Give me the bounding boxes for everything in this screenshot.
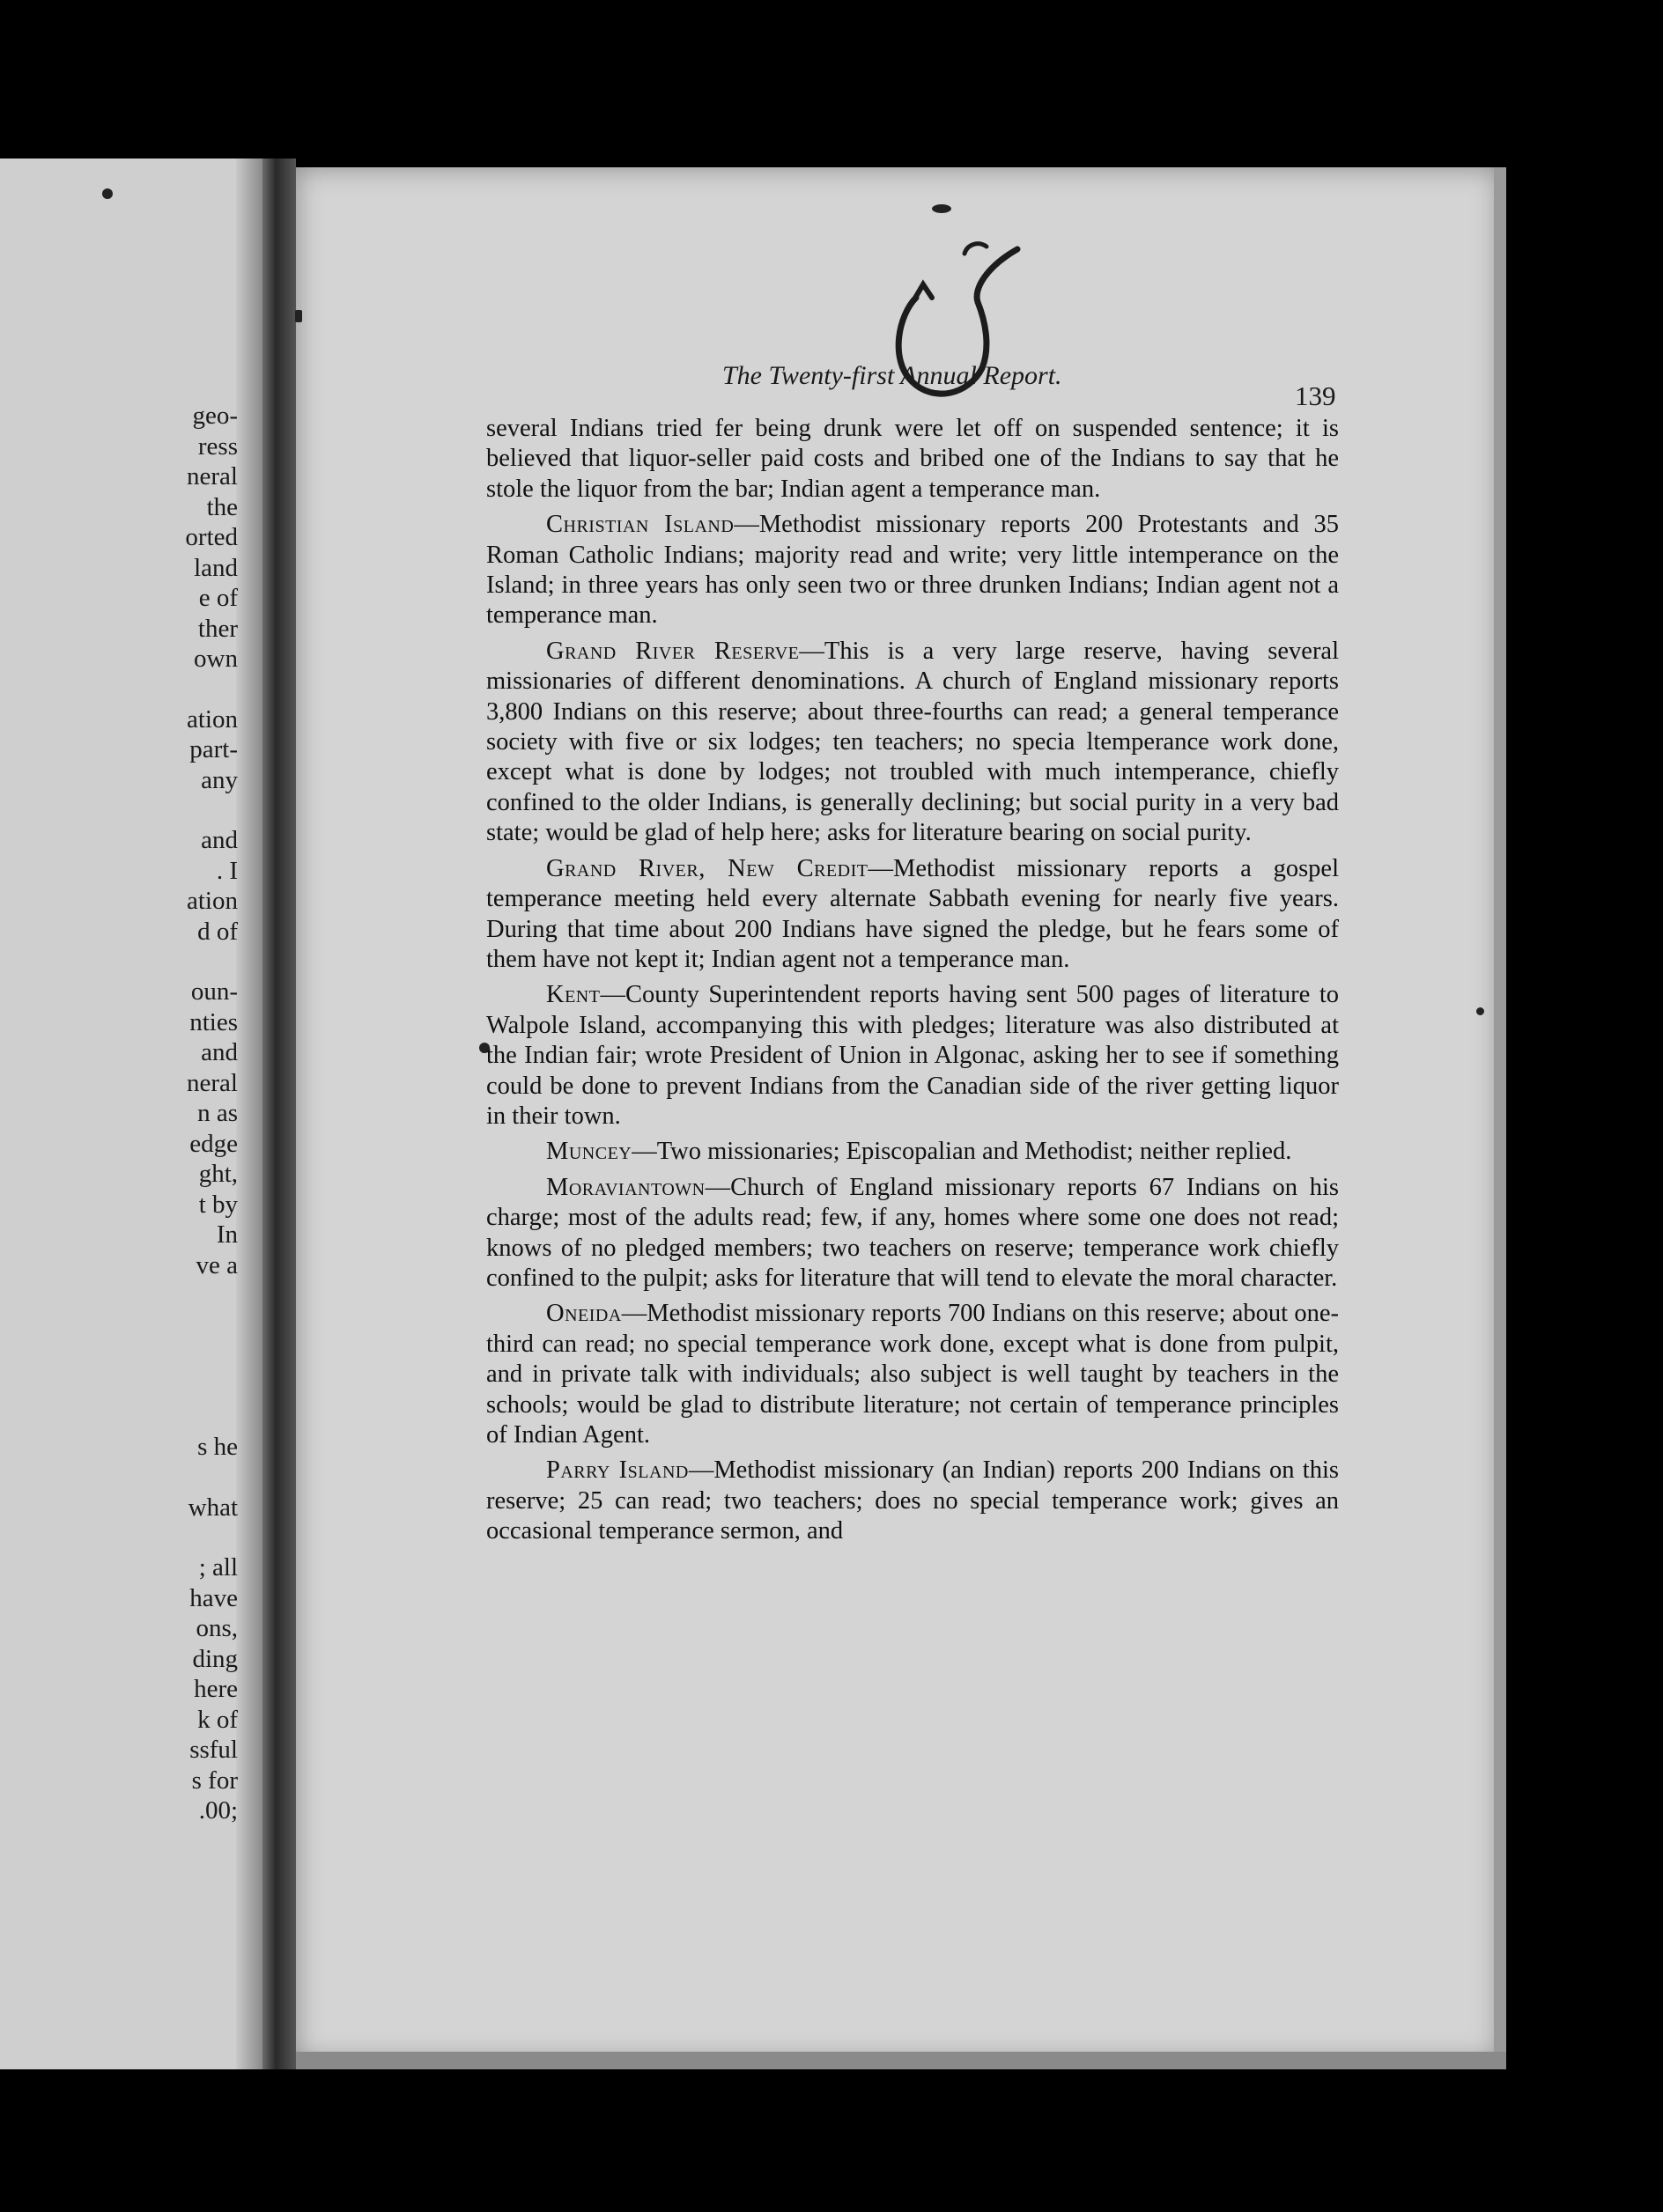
paragraph — [486, 1173, 1339, 1294]
left-fragment: geo- — [192, 402, 238, 430]
left-fragment: s he — [197, 1433, 238, 1461]
paragraph-text: —Methodist missionary reports 200 Protestants and 35 Roman Catholic Indians; majority read and write; very little intemperance on the Island; in three years has only seen two or three drunken Indians; Indian agent not a temperance man. — [486, 511, 1340, 630]
left-fragment: neral — [187, 462, 238, 490]
paragraph — [486, 980, 1339, 1132]
paragraph-text: several Indians tried fer being drunk were let off on suspended sentence; it is believed that liquor-seller paid costs and bribed one of the Indians to say that he stole the liquor from the bar; Indian agent a temperance man. — [486, 415, 1339, 503]
left-fragment: have — [189, 1583, 238, 1612]
paragraph-text: —Two missionaries; Episcopalian and Methodist; neither replied. — [632, 1138, 1292, 1166]
ink-speck — [932, 204, 951, 213]
left-fragment: any — [201, 765, 238, 794]
left-fragment: edge — [189, 1129, 238, 1158]
left-fragment: ation — [187, 704, 238, 734]
paragraph — [486, 1299, 1339, 1450]
section-heading: Kent — [546, 981, 601, 1009]
left-fragment: own — [194, 645, 238, 673]
left-page-text-column — [0, 401, 238, 1826]
paragraph-text: —Methodist missionary reports a gospel temperance meeting held every alternate Sabbath evening for nearly five years. During that time about 200 Indians have signed the pledge, but he fears some of them have not kept it; Indian agent not a temperance man. — [486, 854, 1339, 973]
section-heading: Christian Island — [546, 511, 735, 539]
left-fragment: oun- — [190, 977, 238, 1006]
paragraph-text: —This is a very large reserve, having several missionaries of different denominations. A church of England missionary reports 3,800 Indians on this reserve; about three-fourths can read; a general temperance society with five or six lodges; ten teachers; no specia ltemperance work done, except what is done by lodges; not troubled with much intemperance, chiefly confined to the older Indians, is generally declining; but social purity in a very bad state; would be glad of help here; asks for literature bearing on social purity. — [486, 637, 1340, 847]
left-fragment: and — [201, 1038, 238, 1066]
left-fragment: s for — [191, 1766, 238, 1795]
left-fragment: the — [206, 492, 238, 521]
left-fragment: ons, — [196, 1614, 238, 1642]
left-fragment: n as — [197, 1099, 238, 1127]
paragraph-text: —Methodist missionary reports 700 Indians on this reserve; about one-third can read; no special temperance work done, except what is done from pulpit, and in private talk with individuals; also subject is well taught by teachers in the schools; would be glad to distribute literature; not certain of temperance principles of Indian Agent. — [486, 1300, 1339, 1449]
left-fragment: t by — [198, 1190, 238, 1219]
paragraph — [486, 1456, 1339, 1546]
section-heading: Muncey — [546, 1138, 632, 1166]
section-heading: Parry Island — [546, 1456, 689, 1485]
left-fragment: nties — [189, 1007, 238, 1036]
left-fragment: part- — [189, 735, 238, 763]
page-edge — [1494, 167, 1506, 2061]
handwritten-pen-mark — [863, 236, 1057, 430]
left-fragment: ssful — [189, 1736, 238, 1764]
left-fragment: here — [194, 1675, 238, 1703]
left-fragment: what — [188, 1493, 238, 1522]
left-page-fragment — [0, 159, 262, 2069]
page-bottom-edge — [296, 2052, 1506, 2069]
left-fragment: land — [194, 553, 238, 582]
left-fragment: orted — [185, 523, 238, 551]
book-gutter — [262, 159, 296, 2069]
paragraph — [486, 854, 1339, 976]
left-fragment: neral — [187, 1068, 238, 1097]
paragraph — [486, 510, 1339, 631]
section-heading: Moraviantown — [546, 1173, 706, 1201]
section-heading: Oneida — [546, 1300, 622, 1328]
running-head: The Twenty-first Annual Report. — [722, 361, 1062, 390]
section-heading: Grand River, New Credit — [546, 854, 868, 882]
left-fragment: ght, — [198, 1160, 238, 1188]
ink-speck — [1476, 1007, 1484, 1015]
ink-speck — [102, 188, 113, 199]
left-fragment: ation — [187, 887, 238, 915]
paragraph — [486, 1137, 1339, 1167]
page-curve-shadow — [236, 159, 262, 2069]
left-fragment: and — [201, 826, 238, 854]
ink-speck — [295, 310, 302, 322]
left-fragment: . I — [216, 856, 238, 885]
section-heading: Grand River Reserve — [546, 637, 800, 665]
page-number: 139 — [1295, 380, 1336, 411]
page-body — [486, 414, 1339, 1552]
left-fragment: .00; — [198, 1796, 238, 1825]
paragraph-text: —County Superintendent reports having sent 500 pages of literature to Walpole Island, accompanying this with pledges; literature was also distributed at the Indian fair; wrote President of Union in Algonac, asking her to see if something could be done to prevent Indians from the Canadian side of the river getting liquor in their town. — [486, 981, 1339, 1130]
left-fragment: k of — [197, 1705, 238, 1734]
left-fragment: d of — [197, 917, 238, 946]
left-fragment: ther — [197, 614, 238, 643]
left-fragment: ding — [192, 1644, 238, 1673]
left-fragment: ress — [197, 431, 238, 461]
paragraph — [486, 637, 1339, 849]
left-fragment: ve a — [196, 1250, 238, 1279]
paragraph-text: —Church of England missionary reports 67 Indians on his charge; most of the adults read; few, if any, homes where some one does not read; knows of no pledged members; two teachers on reserve; temperance work chiefly confined to the pulpit; asks for literature that will tend to elevate the moral character. — [486, 1173, 1339, 1292]
paragraph-text: —Methodist missionary (an Indian) reports 200 Indians on this reserve; 25 can read; two teachers; does no special temperance work; gives an occasional temperance sermon, and — [486, 1456, 1339, 1545]
left-fragment: e of — [198, 584, 238, 612]
paragraph — [486, 414, 1339, 505]
left-fragment: ; all — [198, 1553, 238, 1582]
left-fragment: In — [216, 1220, 238, 1249]
